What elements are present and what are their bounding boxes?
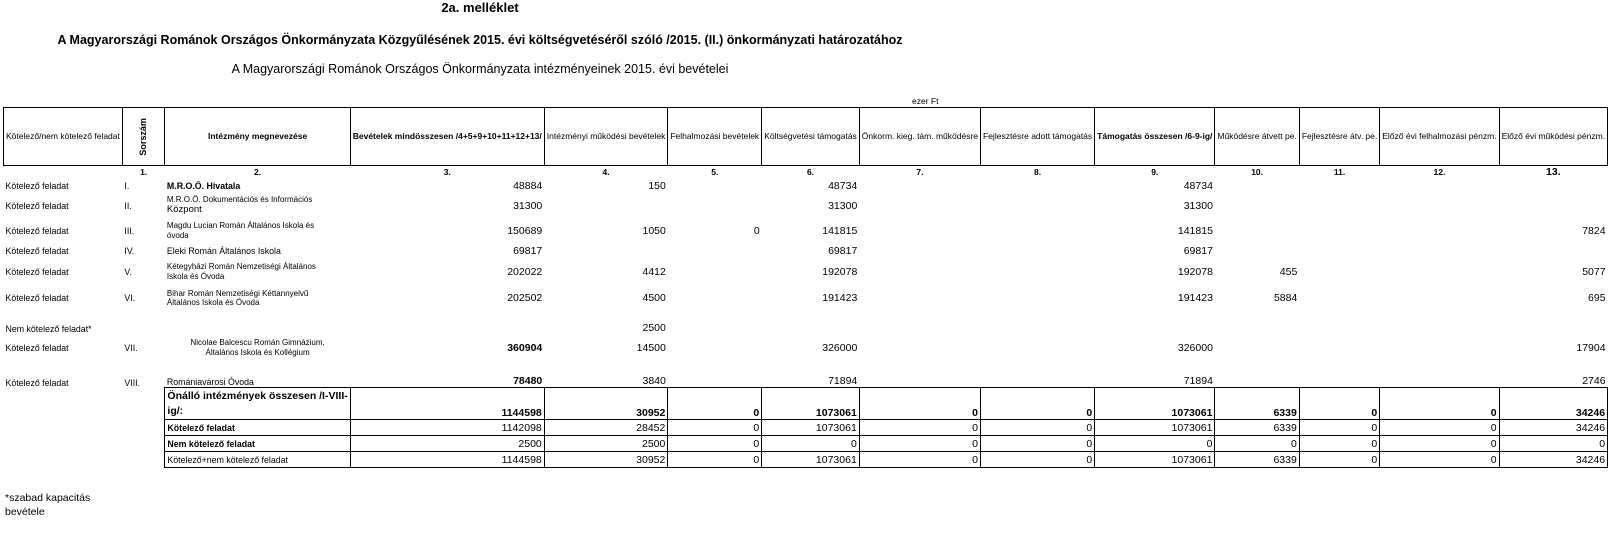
row-devt (1299, 194, 1379, 218)
row-op: 14500 (636, 341, 666, 354)
row-dev (981, 259, 1095, 285)
row-devt (1299, 179, 1379, 194)
summary-budget: 0 (762, 436, 860, 452)
row-opt (1215, 334, 1299, 362)
row-devt (1299, 244, 1379, 259)
summary-pcap: 0 (1380, 388, 1499, 420)
row-budget: 192078 (822, 265, 858, 278)
revenue-table (3, 107, 1608, 468)
row-serial: VIII. (124, 377, 141, 388)
row-pcap (1380, 244, 1499, 259)
row-op: 3840 (642, 375, 666, 387)
row-serial: VI. (124, 293, 136, 303)
summary-pcap: 0 (1380, 436, 1499, 452)
document-title: A Magyarországi Románok Országos Önkormányzata Közgyűlésének 2015. évi költségvetéséről szóló /2015. (II.) önkormányzati határozatához (57, 33, 903, 47)
summary-supp: 0 (1095, 436, 1215, 452)
row-serial: I. (124, 181, 130, 191)
col-number: 9. (1151, 167, 1159, 178)
row-pop: 695 (1588, 292, 1606, 304)
summary-pop: 34246 (1499, 452, 1607, 468)
row-op (544, 194, 668, 218)
summary-pop: 34246 (1499, 420, 1607, 436)
header-supp-total: Támogatás összesen /6-9-ig/ (1095, 108, 1215, 166)
row-local (859, 194, 980, 218)
row-local (859, 285, 980, 312)
header-name: Intézmény megnevezése (165, 108, 350, 166)
row-cap (668, 285, 762, 312)
summary-opt: 6339 (1215, 420, 1299, 436)
row-local (859, 218, 980, 244)
header-local: Önkorm. kieg. tám. működésre (859, 108, 980, 166)
row-dev (981, 362, 1095, 388)
summary-devt: 0 (1299, 388, 1379, 420)
summary-label: Nem kötelező feladat (165, 436, 350, 452)
summary-dev: 0 (981, 420, 1095, 436)
row-pop: 5077 (1582, 265, 1606, 278)
header-serial-label: Sorszám (137, 117, 148, 156)
table-row (4, 179, 1608, 194)
row-pcap (1380, 179, 1499, 194)
row-dev (981, 244, 1095, 259)
row-cap (668, 194, 762, 218)
summary-op: 30952 (544, 388, 668, 420)
summary-cap: 0 (668, 436, 762, 452)
row-total: 202022 (507, 265, 543, 278)
row-total: 31300 (513, 199, 543, 212)
row-budget: 69817 (828, 245, 858, 257)
row-devt (1299, 334, 1379, 362)
row-name: M.R.O.Ö. Hivatala (166, 181, 241, 191)
row-opt (1215, 179, 1299, 194)
row-serial: IV. (124, 246, 135, 256)
row-pop (1499, 194, 1607, 218)
row-task: Kötelező feladat (5, 225, 69, 236)
summary-total: 1144598 (350, 452, 544, 468)
table-row (4, 259, 1608, 285)
summary-op: 30952 (544, 452, 668, 468)
summary-label: Kötelező feladat (165, 420, 350, 436)
row-local (859, 334, 980, 362)
col-number: 13. (1546, 166, 1561, 179)
row-opt (1215, 218, 1299, 244)
header-cap-rev: Felhalmozási bevételek (668, 108, 762, 166)
row-op (544, 244, 668, 259)
row-local (859, 259, 980, 285)
row-budget: 191423 (822, 292, 858, 304)
row-supp: 48734 (1183, 180, 1213, 192)
summary-local: 0 (859, 388, 980, 420)
row-pcap (1380, 259, 1499, 285)
row-name: Nicolae Balcescu Román Gimnázium, Általános Iskola és Kollégium (190, 338, 325, 357)
row-total: 150689 (507, 224, 543, 237)
summary-row (4, 436, 1608, 452)
header-serial (122, 108, 165, 166)
summary-cap: 0 (668, 420, 762, 436)
row-total: 69817 (513, 245, 543, 257)
row-task: Kötelező feladat (5, 200, 69, 211)
row-task: Kötelező feladat (5, 266, 69, 277)
row-local (859, 362, 980, 388)
row-devt (1299, 259, 1379, 285)
header-task: Kötelező/nem kötelező feladat (4, 108, 123, 166)
header-op-rev: Intézményi működési bevételek (544, 108, 668, 166)
summary-label: Önálló intézmények összesen /I-VIII- ig/: (165, 388, 350, 420)
row-pcap (1380, 194, 1499, 218)
summary-budget: 1073061 (762, 388, 860, 420)
summary-total: 1142098 (350, 420, 544, 436)
header-total: Bevételek mindösszesen /4+5+9+10+11+12+13/ (350, 108, 544, 166)
col-number: 2. (254, 167, 262, 178)
row-budget: 71894 (828, 375, 858, 387)
row-op: 150 (648, 180, 666, 192)
row-total: 78480 (513, 375, 543, 387)
summary-local: 0 (859, 420, 980, 436)
summary-devt: 0 (1299, 420, 1379, 436)
row-op: 1050 (642, 224, 666, 237)
summary-row (4, 388, 1608, 420)
annex-label: 2a. melléklet (441, 0, 519, 15)
row-cap (668, 334, 762, 362)
row-cap (668, 179, 762, 194)
row-budget: 48734 (828, 180, 858, 192)
row-total: 202502 (507, 292, 543, 304)
row-supp: 191423 (1177, 292, 1213, 304)
summary-total: 2500 (350, 436, 544, 452)
header-budget: Költségvetési támogatás (762, 108, 860, 166)
table-row (4, 194, 1608, 218)
header-dev-transfer: Fejlesztésre átv. pe. (1299, 108, 1379, 166)
unit-label: ezer Ft (912, 96, 939, 106)
row-opt: 455 (1279, 265, 1298, 278)
row-pop: 2746 (1582, 375, 1606, 387)
row-task: Nem kötelező feladat* (5, 323, 92, 334)
col-number: 5. (711, 167, 719, 178)
summary-cap: 0 (668, 452, 762, 468)
row-budget: 31300 (828, 199, 858, 212)
summary-opt: 6339 (1215, 452, 1299, 468)
row-local (859, 244, 980, 259)
row-dev (981, 334, 1095, 362)
row-dev (981, 218, 1095, 244)
row-pop (1499, 244, 1607, 259)
row-supp: 326000 (1177, 341, 1213, 354)
row-pcap (1380, 285, 1499, 312)
row-pcap (1380, 218, 1499, 244)
row-pcap (1380, 362, 1499, 388)
row-name: Bihar Román Nemzetiségi Kéttannyelvű Általános Iskola és Óvoda (166, 288, 309, 307)
summary-local: 0 (859, 452, 980, 468)
document-subtitle: A Magyarországi Románok Országos Önkormányzata intézményeinek 2015. évi bevételei (231, 62, 729, 76)
row-budget: 326000 (822, 341, 858, 354)
row-opt (1215, 244, 1299, 259)
row-devt (1299, 362, 1379, 388)
row-serial: II. (124, 200, 132, 211)
row-budget: 141815 (822, 224, 858, 237)
row-op: 2500 (642, 321, 666, 334)
summary-row (4, 452, 1608, 468)
header-prev-cap: Előző évi felhalmozási pénzm. (1380, 108, 1499, 166)
row-opt: 5884 (1273, 292, 1298, 304)
col-number: 4. (602, 167, 610, 178)
summary-supp: 1073061 (1095, 452, 1215, 468)
footnote-line: bevétele (5, 505, 45, 518)
summary-dev: 0 (981, 452, 1095, 468)
summary-label: Kötelező+nem kötelező feladat (165, 452, 350, 468)
summary-op: 2500 (544, 436, 668, 452)
row-serial: V. (124, 266, 132, 277)
row-opt (1215, 194, 1299, 218)
row-pop: 17904 (1576, 341, 1606, 354)
row-serial: III. (124, 225, 135, 236)
row-serial: VII. (124, 342, 138, 353)
col-number: 7. (916, 167, 924, 178)
summary-dev: 0 (981, 436, 1095, 452)
row-total: 360904 (507, 341, 543, 354)
row-pop: 7824 (1582, 224, 1606, 237)
summary-pop: 34246 (1499, 388, 1607, 420)
summary-budget: 1073061 (762, 452, 860, 468)
row-task: Kötelező feladat (5, 293, 69, 303)
row-opt (1215, 362, 1299, 388)
footnote-line: *szabad kapacitás (5, 492, 91, 504)
summary-op: 28452 (544, 420, 668, 436)
summary-devt: 0 (1299, 452, 1379, 468)
col-number: 1. (140, 167, 148, 178)
summary-pcap: 0 (1380, 420, 1499, 436)
summary-pop: 0 (1499, 436, 1607, 452)
row-task: Kötelező feladat (5, 377, 69, 388)
row-cap (668, 362, 762, 388)
row-name: Kétegyházi Román Nemzetiségi Általános Iskola és Óvoda (166, 262, 316, 281)
row-op: 4412 (642, 265, 666, 278)
row-supp: 192078 (1177, 265, 1213, 278)
table-row (4, 312, 1608, 334)
row-total: 48884 (513, 180, 543, 192)
summary-supp: 1073061 (1095, 388, 1215, 420)
col-number: 6. (806, 167, 815, 178)
col-number: 12. (1433, 167, 1446, 178)
row-cap (668, 259, 762, 285)
table-row (4, 362, 1608, 388)
col-number: 8. (1034, 167, 1042, 178)
header-prev-op: Előző évi működési pénzm. (1499, 108, 1607, 166)
row-name: Magdu Lucian Román Általános Iskola és óvoda (166, 221, 315, 240)
row-name: Romániavárosi Óvoda (166, 377, 254, 387)
col-number: 3. (443, 167, 451, 178)
row-supp: 71894 (1183, 375, 1213, 387)
summary-opt: 6339 (1215, 388, 1299, 420)
summary-devt: 0 (1299, 436, 1379, 452)
row-dev (981, 179, 1095, 194)
row-cap (668, 244, 762, 259)
row-pop (1499, 179, 1607, 194)
row-task: Kötelező feladat (5, 181, 69, 191)
row-name: M.R.O.Ö. Dokumentációs és Információs Központ (166, 195, 313, 215)
row-name: Eleki Román Általános Iskola (166, 246, 281, 256)
row-dev (981, 285, 1095, 312)
row-pcap (1380, 334, 1499, 362)
table-row (4, 334, 1608, 362)
row-cap: 0 (753, 224, 760, 237)
row-supp: 141815 (1177, 224, 1213, 237)
row-devt (1299, 218, 1379, 244)
summary-local: 0 (859, 436, 980, 452)
col-number: 11. (1333, 167, 1346, 178)
header-op-transfer: Működésre átvett pe. (1215, 108, 1299, 166)
col-number: 10. (1251, 167, 1264, 178)
footnote (5, 492, 90, 519)
row-local (859, 179, 980, 194)
summary-total: 1144598 (350, 388, 544, 420)
row-supp: 31300 (1183, 199, 1213, 212)
summary-row (4, 420, 1608, 436)
row-op: 4500 (642, 292, 666, 304)
table-row (4, 244, 1608, 259)
row-task: Kötelező feladat (5, 342, 69, 353)
summary-pcap: 0 (1380, 452, 1499, 468)
row-devt (1299, 285, 1379, 312)
row-supp: 69817 (1183, 245, 1213, 257)
header-dev: Fejlesztésre adott támogatás (981, 108, 1095, 166)
table-row (4, 218, 1608, 244)
summary-opt: 0 (1215, 436, 1299, 452)
row-dev (981, 194, 1095, 218)
summary-supp: 1073061 (1095, 420, 1215, 436)
table-row (4, 285, 1608, 312)
summary-budget: 1073061 (762, 420, 860, 436)
summary-cap: 0 (668, 388, 762, 420)
summary-dev: 0 (981, 388, 1095, 420)
row-task: Kötelező feladat (5, 246, 69, 256)
